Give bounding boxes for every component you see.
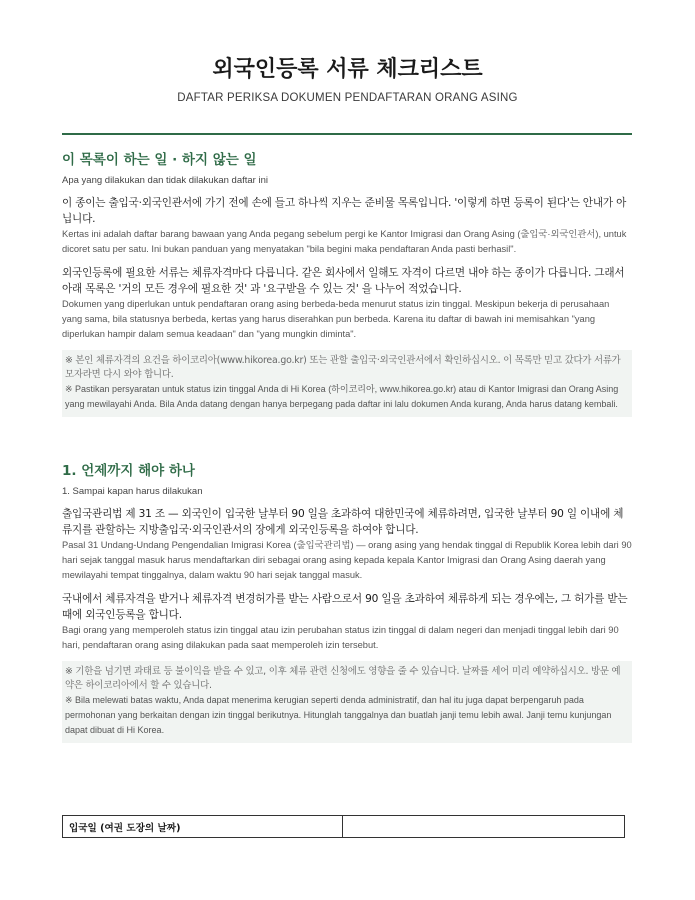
paragraph: [62, 507, 632, 583]
paragraph: [62, 592, 632, 653]
page-title: 외국인등록 서류 체크리스트: [212, 57, 483, 82]
paragraph-indonesian: Pasal 31 Undang-Undang Pengendalian Imigrasi Korea (출입국관리법) — orang asing yang hendak tinggal di Republik Korea lebih dari 90 hari sejak tanggal masuk harus mendaftarkan diri sebagai orang asing kepada kepala Kantor Imigrasi dan Orang Asing daerah yang mewilayahi tempat tinggalnya, dalam waktu 90 hari sejak tanggal masuk.: [62, 540, 632, 580]
paragraph-indonesian: Dokumen yang diperlukan untuk pendaftaran orang asing berbeda-beda menurut status izin tinggal. Meskipun bekerja di perusahaan yang sama, bila statusnya berbeda, kertas yang harus diserahkan pun berbeda. Karena itu daftar di bawah ini memisahkan "yang diperlukan hampir dalam semua keadaan" dan "yang mungkin diminta".: [62, 299, 610, 339]
paragraph: [62, 196, 632, 257]
note-korean: ※ 본인 체류자격의 요건을 하이코리아(www.hikorea.go.kr) 또는 관할 출입국·외국인관서에서 확인하십시오. 이 목록만 믿고 갔다가 서류가 모자라면 다시 와야 합니다.: [65, 355, 621, 380]
table-row: [63, 816, 625, 838]
entry-date-field[interactable]: [343, 816, 625, 838]
section-deadline: [62, 461, 632, 743]
paragraph-korean: 이 종이는 출입국·외국인관서에 가기 전에 손에 들고 하나씩 지우는 준비물 목록입니다. '이렇게 하면 등록이 된다'는 안내가 아닙니다.: [62, 197, 627, 225]
page-header: [0, 0, 695, 104]
section-scope: [62, 150, 632, 417]
note-indonesian: ※ Pastikan persyaratan untuk status izin tinggal Anda di Hi Korea (하이코리아, www.hikorea.go.kr) atau di Kantor Imigrasi dan Orang Asing yang mewilayahi Anda. Bila Anda datang dengan hanya berpegang pada daftar ini lalu dokumen Anda kurang, Anda harus datang kembali.: [65, 384, 619, 409]
note-box: [62, 350, 632, 417]
paragraph-korean: 출입국관리법 제 31 조 — 외국인이 입국한 날부터 90 일을 초과하여 대한민국에 체류하려면, 입국한 날부터 90 일 이내에 체류지를 관할하는 지방출입국·외국인관서의 장에게 외국인등록을 하여야 합니다.: [62, 508, 624, 536]
entry-date-label: 입국일 (여권 도장의 날짜): [63, 816, 343, 838]
section-title: 1. 언제까지 해야 하나: [62, 463, 195, 479]
paragraph-korean: 국내에서 체류자격을 받거나 체류자격 변경허가를 받는 사람으로서 90 일을 초과하여 체류하게 되는 경우에는, 그 허가를 받는 때에 외국인등록을 합니다.: [62, 593, 628, 621]
note-box: [62, 661, 632, 743]
section-title: 이 목록이 하는 일 · 하지 않는 일: [62, 152, 257, 168]
paragraph: [62, 266, 632, 342]
note-korean: ※ 기한을 넘기면 과태료 등 불이익을 받을 수 있고, 이후 체류 관련 신청에도 영향을 줄 수 있습니다. 날짜를 세어 미리 예약하십시오. 방문 예약은 하이코리아에서 할 수 있습니다.: [65, 666, 621, 691]
section-subtitle: 1. Sampai kapan harus dilakukan: [62, 486, 203, 497]
paragraph-indonesian: Kertas ini adalah daftar barang bawaan yang Anda pegang sebelum pergi ke Kantor Imigrasi dan Orang Asing (출입국·외국인관서), untuk dicoret satu per satu. Ini bukan panduan yang menyatakan "bila begini maka pendaftaran Anda pasti berhasil".: [62, 229, 627, 254]
paragraph-indonesian: Bagi orang yang memperoleh status izin tinggal atau izin perubahan status izin tinggal di dalam negeri dan menjadi tinggal lebih dari 90 hari, pendaftaran orang asing dilakukan pada saat memperoleh izin tersebut.: [62, 625, 619, 650]
page-subtitle: DAFTAR PERIKSA DOKUMEN PENDAFTARAN ORANG ASING: [177, 92, 518, 104]
paragraph-korean: 외국인등록에 필요한 서류는 체류자격마다 다릅니다. 같은 회사에서 일해도 자격이 다르면 내야 하는 종이가 다릅니다. 그래서 아래 목록은 '거의 모든 경우에 필요한 것' 과 '요구받을 수 있는 것' 을 나누어 적었습니다.: [62, 267, 625, 295]
document-body: [62, 150, 632, 743]
section-subtitle: Apa yang dilakukan dan tidak dilakukan daftar ini: [62, 175, 268, 186]
note-indonesian: ※ Bila melewati batas waktu, Anda dapat menerima kerugian seperti denda administratif, dan hal itu juga dapat berpengaruh pada permohonan yang berkaitan dengan izin tinggal berikutnya. Hitunglah tanggalnya dan buatlah janji temu lebih awal. Janji temu kunjungan dapat dibuat di Hi Korea.: [65, 695, 612, 735]
entry-date-table: [62, 815, 625, 838]
header-divider: [62, 133, 632, 135]
section-spacer: [62, 417, 632, 461]
